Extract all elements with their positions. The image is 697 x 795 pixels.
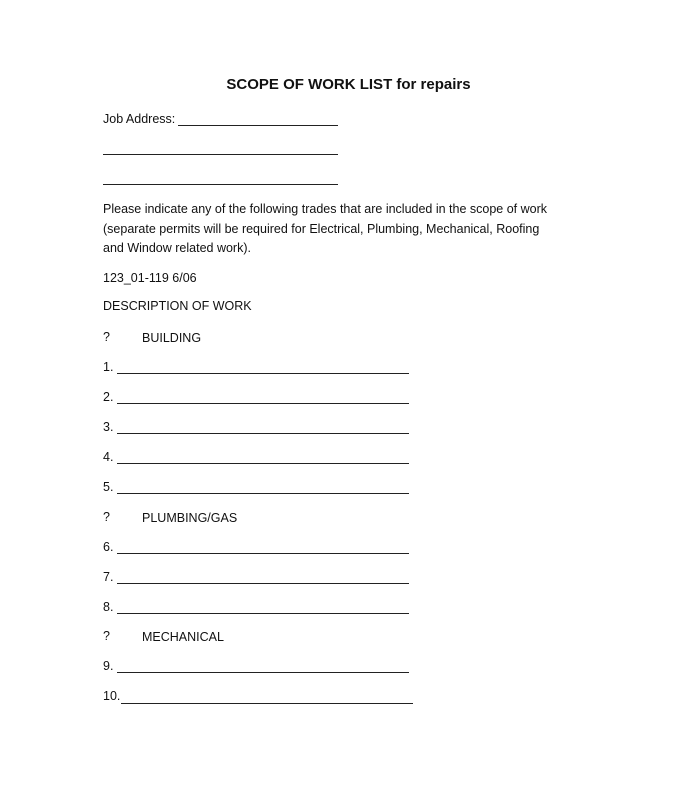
job-address-line-2[interactable] bbox=[103, 154, 338, 155]
instructions-paragraph bbox=[103, 200, 583, 259]
item-number: 7. bbox=[103, 570, 114, 584]
document-title: SCOPE OF WORK LIST for repairs bbox=[226, 76, 471, 93]
item-line[interactable] bbox=[117, 583, 409, 584]
item-number: 2. bbox=[103, 390, 114, 404]
section-label-mechanical: MECHANICAL bbox=[142, 630, 224, 644]
form-code: 123_01-119 6/06 bbox=[103, 271, 197, 285]
section-checkbox-building[interactable]: ? bbox=[103, 330, 110, 344]
item-number: 9. bbox=[103, 659, 114, 673]
section-checkbox-mechanical[interactable]: ? bbox=[103, 629, 110, 643]
item-line[interactable] bbox=[117, 493, 409, 494]
item-line[interactable] bbox=[117, 373, 409, 374]
section-label-plumbing: PLUMBING/GAS bbox=[142, 511, 238, 525]
item-number: 5. bbox=[103, 480, 114, 494]
item-number: 10. bbox=[103, 689, 121, 703]
item-line[interactable] bbox=[117, 463, 409, 464]
item-line[interactable] bbox=[117, 553, 409, 554]
item-line[interactable] bbox=[117, 672, 409, 673]
item-number: 6. bbox=[103, 540, 114, 554]
item-line[interactable] bbox=[117, 433, 409, 434]
instructions-line: (separate permits will be required for Electrical, Plumbing, Mechanical, Roofing bbox=[103, 221, 540, 236]
item-number: 1. bbox=[103, 360, 114, 374]
item-line[interactable] bbox=[121, 703, 413, 704]
item-number: 4. bbox=[103, 450, 114, 464]
job-address-line-3[interactable] bbox=[103, 184, 338, 185]
item-line[interactable] bbox=[117, 613, 409, 614]
item-number: 8. bbox=[103, 600, 114, 614]
job-address-label: Job Address: bbox=[103, 112, 176, 126]
description-heading: DESCRIPTION OF WORK bbox=[103, 299, 252, 313]
job-address-line-1[interactable] bbox=[178, 125, 338, 126]
instructions-line: and Window related work). bbox=[103, 241, 251, 255]
instructions-line: Please indicate any of the following trades that are included in the scope of work bbox=[103, 202, 548, 216]
section-label-building: BUILDING bbox=[142, 331, 202, 345]
item-line[interactable] bbox=[117, 403, 409, 404]
item-number: 3. bbox=[103, 420, 114, 434]
section-checkbox-plumbing[interactable]: ? bbox=[103, 510, 110, 524]
